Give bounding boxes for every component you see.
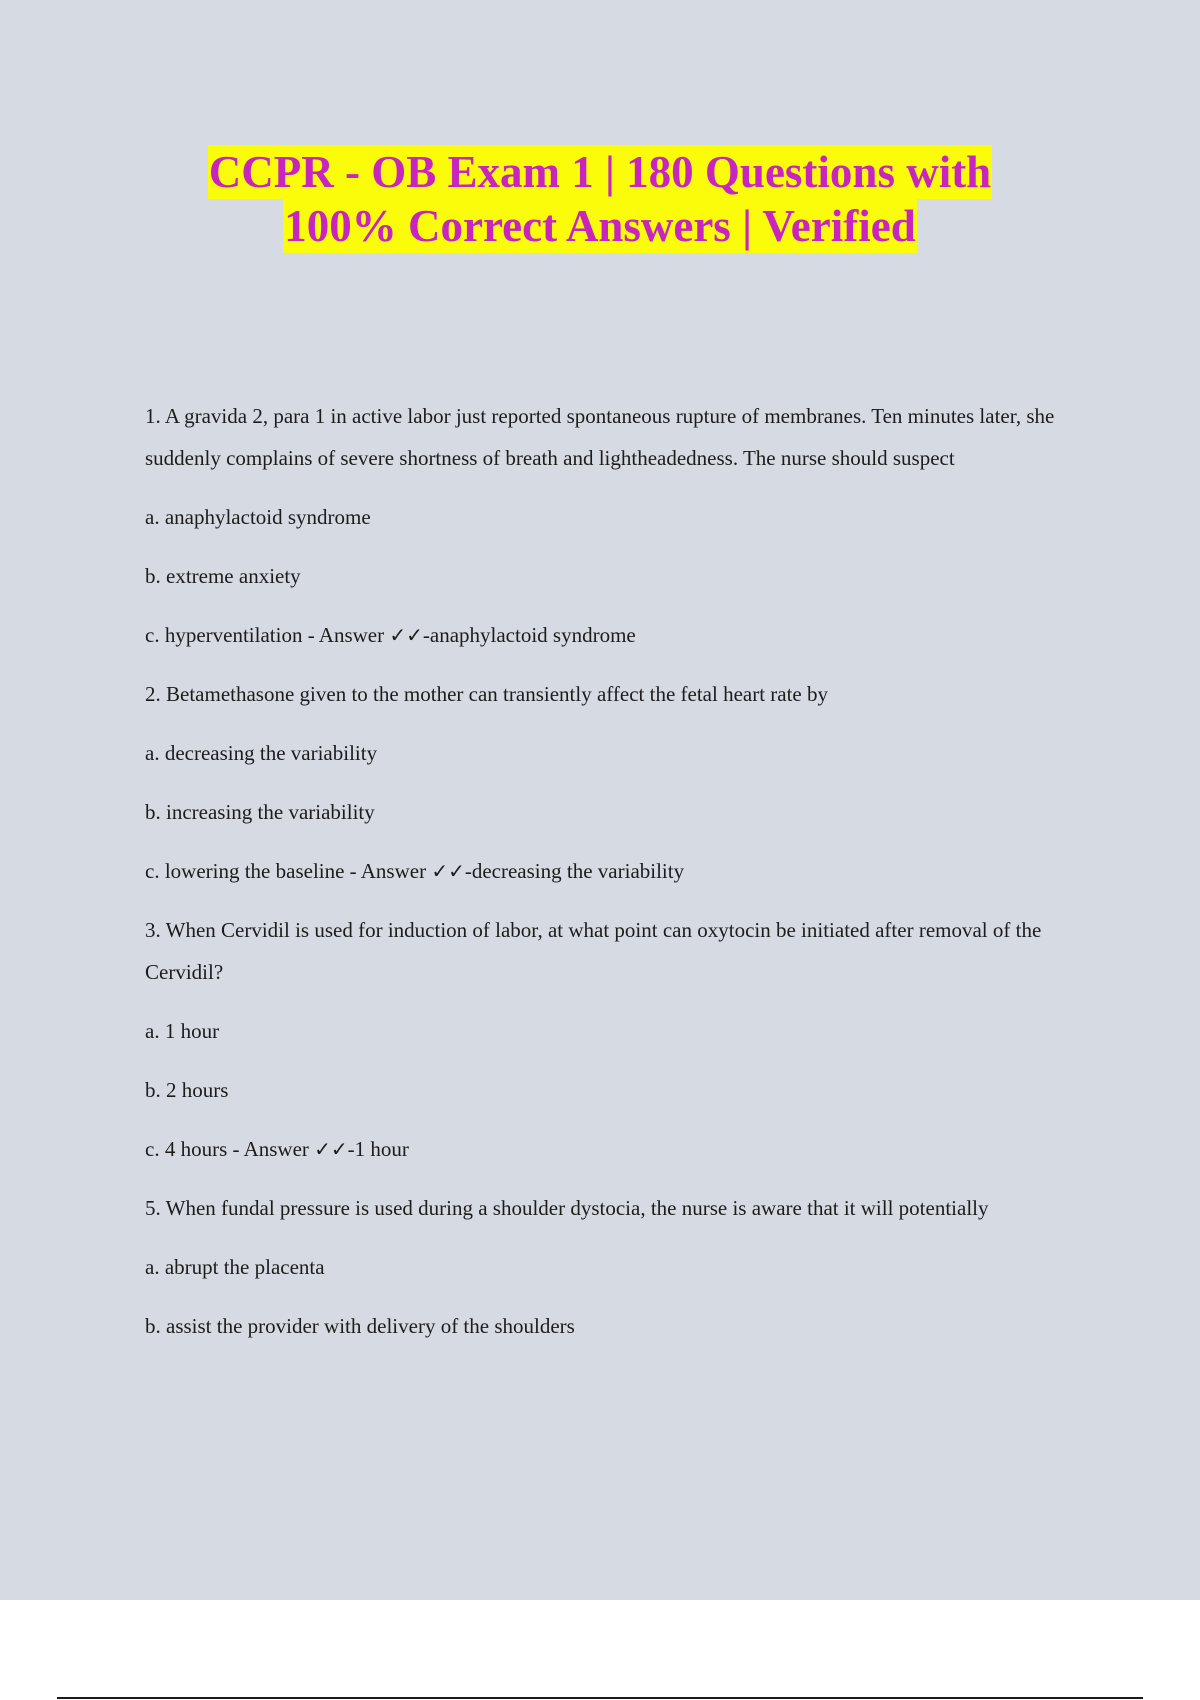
answer-option: b. increasing the variability bbox=[145, 800, 375, 824]
question-text: 3. When Cervidil is used for induction of labor, at what point can oxytocin be initiated after removal of the Cervidil? bbox=[145, 918, 1042, 984]
check-icon: ✓✓ bbox=[389, 623, 423, 647]
footer-divider bbox=[57, 1697, 1143, 1699]
check-icon: ✓✓ bbox=[431, 859, 465, 883]
option-text: c. 4 hours - Answer bbox=[145, 1137, 315, 1161]
correct-answer: -anaphylactoid syndrome bbox=[422, 623, 636, 647]
answer-option: b. extreme anxiety bbox=[145, 564, 301, 588]
answer-option: a. abrupt the placenta bbox=[145, 1255, 325, 1279]
option-text: c. lowering the baseline - Answer bbox=[145, 859, 432, 883]
answer-option: b. assist the provider with delivery of the shoulders bbox=[145, 1314, 575, 1338]
question-text: 2. Betamethasone given to the mother can transiently affect the fetal heart rate by bbox=[145, 682, 829, 706]
correct-answer: -decreasing the variability bbox=[464, 859, 685, 883]
question-list bbox=[145, 395, 1065, 1347]
question-text: 1. A gravida 2, para 1 in active labor just reported spontaneous rupture of membranes. Ten minutes later, she suddenly complains of severe shortness of breath and lightheadedness. The nurse should suspect bbox=[145, 404, 1055, 470]
answer-option-with-key bbox=[145, 614, 1065, 656]
answer-option-with-key bbox=[145, 1128, 1065, 1170]
check-icon: ✓✓ bbox=[314, 1137, 348, 1161]
question-text: 5. When fundal pressure is used during a shoulder dystocia, the nurse is aware that it will potentially bbox=[145, 1196, 989, 1220]
answer-option: b. 2 hours bbox=[145, 1078, 229, 1102]
title-line-2: 100% Correct Answers | Verified bbox=[284, 201, 916, 251]
answer-option-with-key bbox=[145, 850, 1065, 892]
title-line-1: CCPR - OB Exam 1 | 180 Questions with bbox=[208, 147, 992, 197]
correct-answer: -1 hour bbox=[347, 1137, 409, 1161]
answer-option: a. anaphylactoid syndrome bbox=[145, 505, 371, 529]
answer-option: a. 1 hour bbox=[145, 1019, 220, 1043]
option-text: c. hyperventilation - Answer bbox=[145, 623, 390, 647]
answer-option: a. decreasing the variability bbox=[145, 741, 378, 765]
document-title bbox=[0, 145, 1200, 253]
